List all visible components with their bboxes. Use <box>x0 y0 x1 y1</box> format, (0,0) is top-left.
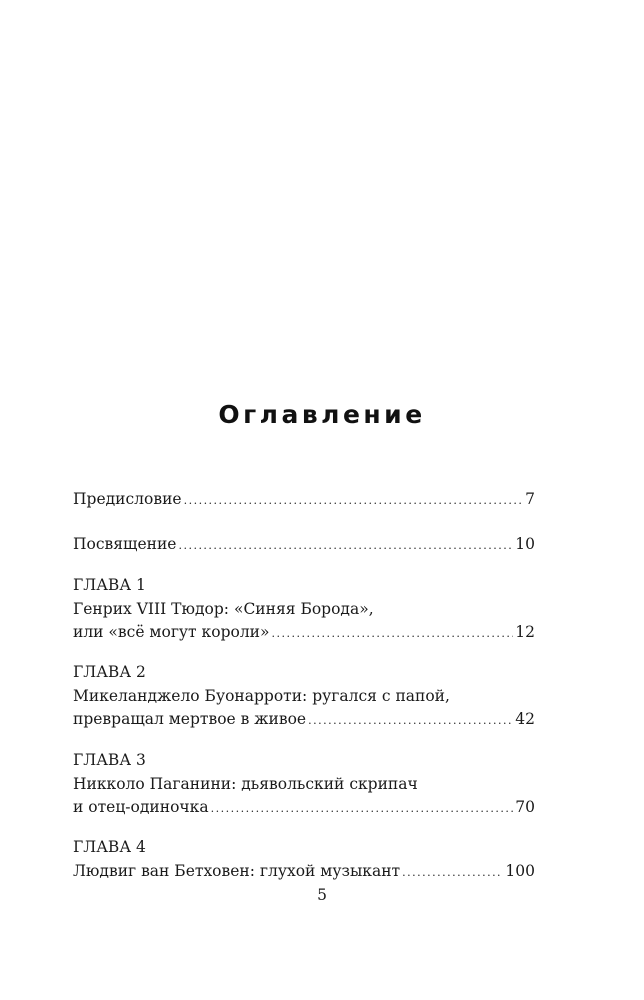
entry-title: Посвящение <box>73 535 177 553</box>
page-title: Оглавление <box>218 400 426 429</box>
page-number: 5 <box>317 886 327 904</box>
entry-page: 12 <box>515 623 535 641</box>
chapter-label: ГЛАВА 2 <box>73 663 146 681</box>
entry-title-line: Микеланджело Буонарроти: ругался с папой, <box>73 686 450 705</box>
chapter-label: ГЛАВА 4 <box>73 838 146 856</box>
entry-title-line: Никколо Паганини: дьявольский скрипач <box>73 774 418 793</box>
entry-page: 70 <box>515 798 535 816</box>
entry-page: 100 <box>505 861 535 880</box>
dot-leader <box>184 489 524 513</box>
entry-page: 42 <box>515 710 535 728</box>
entry-title: Предисловие <box>73 490 182 508</box>
entry-title-line: Генрих VIII Тюдор: «Синяя Борода», <box>73 599 374 618</box>
entry-page: 7 <box>525 490 535 508</box>
toc-entry-chapter-4[interactable] <box>73 836 535 884</box>
toc-entry-chapter-1[interactable] <box>73 574 535 646</box>
dot-leader <box>178 534 513 558</box>
entry-title: Людвиг ван Бетховен: глухой музыкант <box>73 861 401 880</box>
entry-title: превращал мертвое в живое <box>73 710 307 728</box>
dot-leader <box>308 709 513 733</box>
toc-entry-preface[interactable] <box>73 488 535 513</box>
entry-title: и отец-одиночка <box>73 798 209 816</box>
toc-entry-chapter-2[interactable] <box>73 661 535 733</box>
toc-entry-dedication[interactable] <box>73 533 535 558</box>
chapter-label: ГЛАВА 1 <box>73 576 146 594</box>
entry-page: 10 <box>515 535 535 553</box>
dot-leader <box>272 622 514 646</box>
chapter-label: ГЛАВА 3 <box>73 751 146 769</box>
dot-leader <box>402 861 503 885</box>
dot-leader <box>211 797 514 821</box>
toc-entry-chapter-3[interactable] <box>73 749 535 821</box>
entry-title: или «всё могут короли» <box>73 623 270 641</box>
